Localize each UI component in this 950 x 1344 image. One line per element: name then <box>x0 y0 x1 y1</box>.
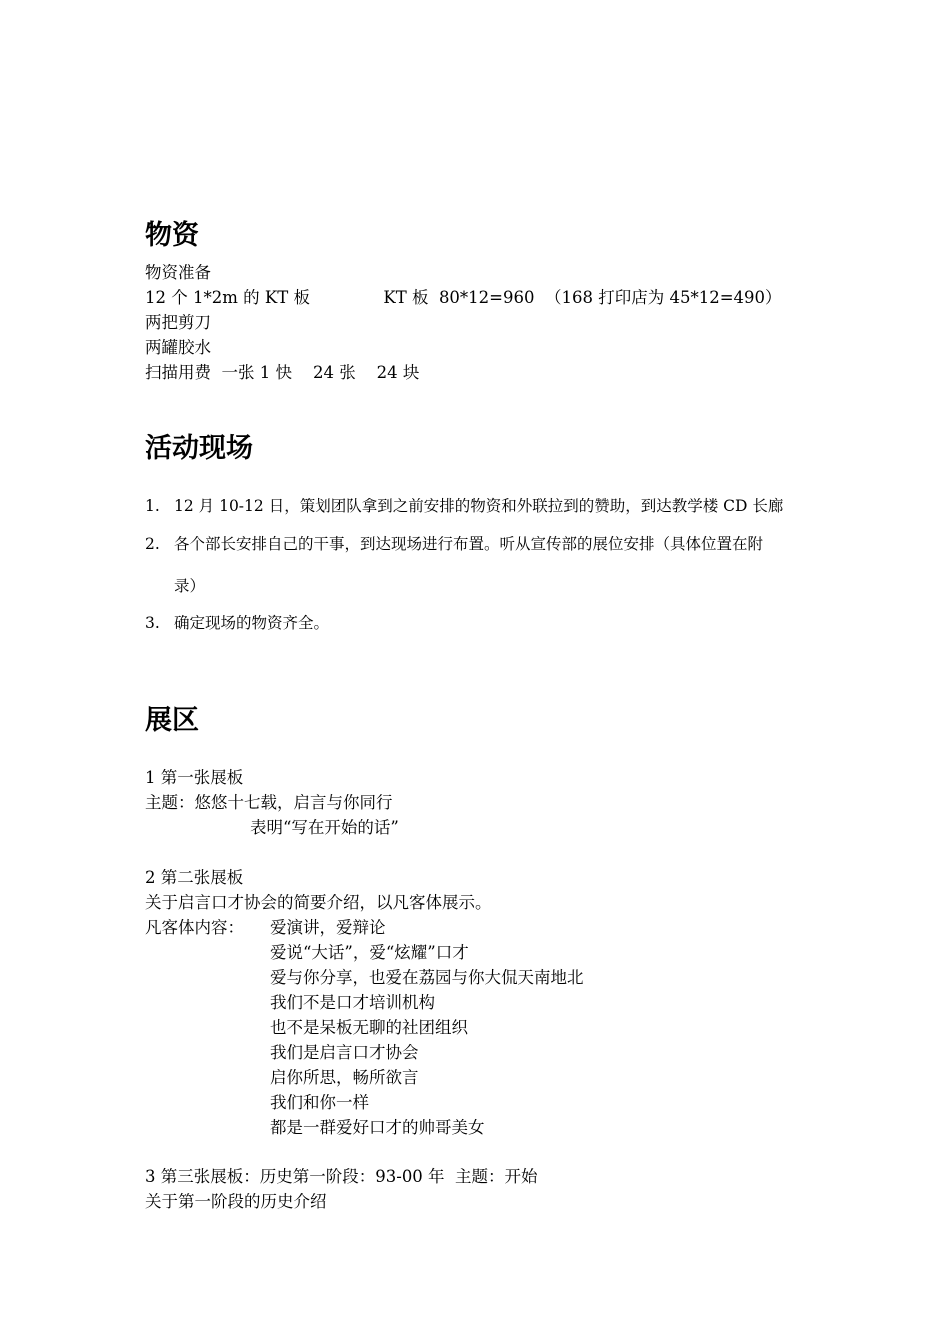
list-item-text: 12 月 10-12 日，策划团队拿到之前安排的物资和外联拉到的赞助，到达教学楼 CD 长廊 <box>174 497 784 515</box>
list-item-number: 3. <box>145 614 160 632</box>
verse-line: 爱说“大话”，爱“炫耀”口才 <box>270 943 469 962</box>
materials-line: 12 个 1*2m 的 KT 板 KT 板 80*12=960 （168 打印店为 45*12=490） <box>145 288 782 307</box>
verse-line: 都是一群爱好口才的帅哥美女 <box>270 1118 485 1137</box>
materials-line: 两把剪刀 <box>145 313 211 332</box>
verse-line: 我们是启言口才协会 <box>270 1043 419 1062</box>
list-item-text: 各个部长安排自己的干事，到达现场进行布置。听从宣传部的展位安排（具体位置在附 <box>174 535 764 553</box>
board-label: 凡客体内容： <box>145 918 244 937</box>
board-theme: 主题：悠悠十七载，启言与你同行 <box>145 793 393 812</box>
list-item-text: 录） <box>174 577 206 595</box>
board-intro: 关于启言口才协会的简要介绍，以凡客体展示。 <box>145 893 492 912</box>
list-item-text: 确定现场的物资齐全。 <box>174 614 330 632</box>
board-title: 2 第二张展板 <box>145 868 244 887</box>
verse-line: 也不是呆板无聊的社团组织 <box>270 1018 468 1037</box>
verse-line: 爱演讲，爱辩论 <box>270 918 386 937</box>
verse-line: 我们和你一样 <box>270 1093 369 1112</box>
materials-line: 扫描用费 一张 1 快 24 张 24 块 <box>145 363 420 382</box>
list-item-number: 2. <box>145 535 160 553</box>
verse-line: 爱与你分享，也爱在荔园与你大侃天南地北 <box>270 968 584 987</box>
section-heading-materials: 物资 <box>145 220 199 251</box>
materials-line: 两罐胶水 <box>145 338 211 357</box>
verse-line: 我们不是口才培训机构 <box>270 993 435 1012</box>
list-item-number: 1. <box>145 497 160 515</box>
board-title: 3 第三张展板：历史第一阶段：93-00 年 主题：开始 <box>145 1167 538 1186</box>
verse-line: 启你所思，畅所欲言 <box>270 1068 419 1087</box>
section-heading-venue: 活动现场 <box>145 433 253 464</box>
materials-line: 物资准备 <box>145 263 211 282</box>
board-intro: 关于第一阶段的历史介绍 <box>145 1192 327 1211</box>
board-title: 1 第一张展板 <box>145 768 244 787</box>
section-heading-exhibition: 展区 <box>145 705 199 736</box>
board-note: 表明“写在开始的话” <box>250 818 399 837</box>
